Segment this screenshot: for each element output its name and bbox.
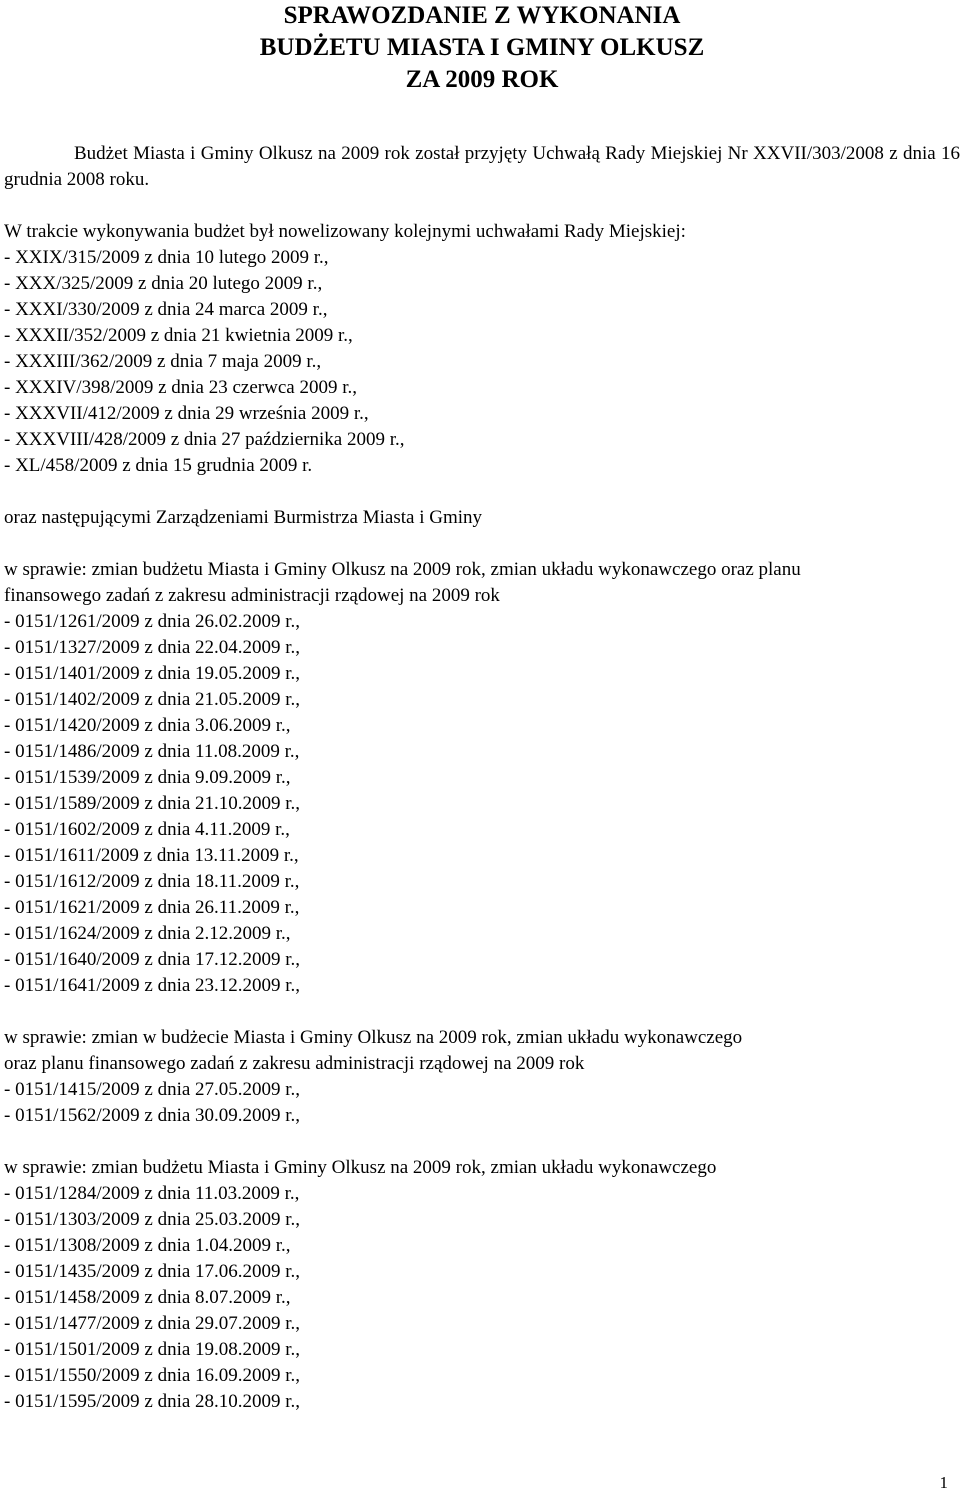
list-item: - 0151/1602/2009 z dnia 4.11.2009 r., <box>4 819 290 840</box>
group-3-list <box>4 1181 960 1415</box>
group-1-list <box>4 609 960 999</box>
title-line-1: SPRAWOZDANIE Z WYKONANIA <box>283 2 681 29</box>
orders-intro: oraz następującymi Zarządzeniami Burmistrza Miasta i Gminy <box>4 507 482 528</box>
orders-group-1 <box>4 557 960 999</box>
list-item: - 0151/1477/2009 z dnia 29.07.2009 r., <box>4 1313 301 1334</box>
list-item: - 0151/1401/2009 z dnia 19.05.2009 r., <box>4 663 301 684</box>
list-item: - 0151/1621/2009 z dnia 26.11.2009 r., <box>4 897 300 918</box>
orders-group-2 <box>4 1025 960 1129</box>
list-item: - 0151/1415/2009 z dnia 27.05.2009 r., <box>4 1079 301 1100</box>
list-item: - 0151/1284/2009 z dnia 11.03.2009 r., <box>4 1183 300 1204</box>
group-3-heading-line-1: w sprawie: zmian budżetu Miasta i Gminy Olkusz na 2009 rok, zmian układu wykonawczego <box>4 1157 717 1178</box>
list-item: - XXXIII/362/2009 z dnia 7 maja 2009 r., <box>4 351 322 372</box>
list-item: - XXXVIII/428/2009 z dnia 27 października 2009 r., <box>4 429 405 450</box>
list-item: - XXXIV/398/2009 z dnia 23 czerwca 2009 r., <box>4 377 357 398</box>
list-item: - 0151/1402/2009 z dnia 21.05.2009 r., <box>4 689 301 710</box>
amendments-section <box>4 219 960 479</box>
intro-paragraph: Budżet Miasta i Gminy Olkusz na 2009 rok został przyjęty Uchwałą Rady Miejskiej Nr XXVII/303/2008 z dnia 16 grudnia 2008 roku. <box>4 143 960 190</box>
list-item: - 0151/1640/2009 z dnia 17.12.2009 r., <box>4 949 301 970</box>
list-item: - 0151/1486/2009 z dnia 11.08.2009 r., <box>4 741 300 762</box>
title-line-3: ZA 2009 ROK <box>405 66 559 93</box>
list-item: - 0151/1641/2009 z dnia 23.12.2009 r., <box>4 975 301 996</box>
list-item: - 0151/1589/2009 z dnia 21.10.2009 r., <box>4 793 301 814</box>
list-item: - XXXI/330/2009 z dnia 24 marca 2009 r., <box>4 299 328 320</box>
list-item: - 0151/1261/2009 z dnia 26.02.2009 r., <box>4 611 301 632</box>
list-item: - 0151/1562/2009 z dnia 30.09.2009 r., <box>4 1105 301 1126</box>
list-item: - 0151/1550/2009 z dnia 16.09.2009 r., <box>4 1365 301 1386</box>
list-item: - XXIX/315/2009 z dnia 10 lutego 2009 r., <box>4 247 329 268</box>
group-2-heading-line-2: oraz planu finansowego zadań z zakresu administracji rządowej na 2009 rok <box>4 1053 585 1074</box>
list-item: - XXXII/352/2009 z dnia 21 kwietnia 2009 r., <box>4 325 353 346</box>
list-item: - 0151/1595/2009 z dnia 28.10.2009 r., <box>4 1391 301 1412</box>
title-line-2: BUDŻETU MIASTA I GMINY OLKUSZ <box>259 34 705 61</box>
list-item: - 0151/1501/2009 z dnia 19.08.2009 r., <box>4 1339 301 1360</box>
page-number: 1 <box>939 1473 948 1492</box>
list-item: - 0151/1303/2009 z dnia 25.03.2009 r., <box>4 1209 301 1230</box>
list-item: - 0151/1611/2009 z dnia 13.11.2009 r., <box>4 845 299 866</box>
list-item: - 0151/1458/2009 z dnia 8.07.2009 r., <box>4 1287 291 1308</box>
document-page <box>4 0 960 1415</box>
list-item: - 0151/1624/2009 z dnia 2.12.2009 r., <box>4 923 291 944</box>
group-2-heading-line-1: w sprawie: zmian w budżecie Miasta i Gminy Olkusz na 2009 rok, zmian układu wykonawczego <box>4 1027 743 1048</box>
document-title <box>4 0 960 96</box>
list-item: - XL/458/2009 z dnia 15 grudnia 2009 r. <box>4 455 313 476</box>
list-item: - 0151/1539/2009 z dnia 9.09.2009 r., <box>4 767 291 788</box>
list-item: - 0151/1308/2009 z dnia 1.04.2009 r., <box>4 1235 291 1256</box>
list-item: - 0151/1612/2009 z dnia 18.11.2009 r., <box>4 871 300 892</box>
list-item: - XXX/325/2009 z dnia 20 lutego 2009 r., <box>4 273 323 294</box>
list-item: - 0151/1435/2009 z dnia 17.06.2009 r., <box>4 1261 301 1282</box>
list-item: - XXXVII/412/2009 z dnia 29 września 2009 r., <box>4 403 369 424</box>
orders-group-3 <box>4 1155 960 1415</box>
amendments-heading: W trakcie wykonywania budżet był nowelizowany kolejnymi uchwałami Rady Miejskiej: <box>4 221 686 242</box>
list-item: - 0151/1420/2009 z dnia 3.06.2009 r., <box>4 715 291 736</box>
group-1-heading-line-2: finansowego zadań z zakresu administracji rządowej na 2009 rok <box>4 585 500 606</box>
group-1-heading-line-1: w sprawie: zmian budżetu Miasta i Gminy Olkusz na 2009 rok, zmian układu wykonawczego oraz planu <box>4 559 801 580</box>
list-item: - 0151/1327/2009 z dnia 22.04.2009 r., <box>4 637 301 658</box>
group-2-list <box>4 1077 960 1129</box>
amendments-list <box>4 245 960 479</box>
